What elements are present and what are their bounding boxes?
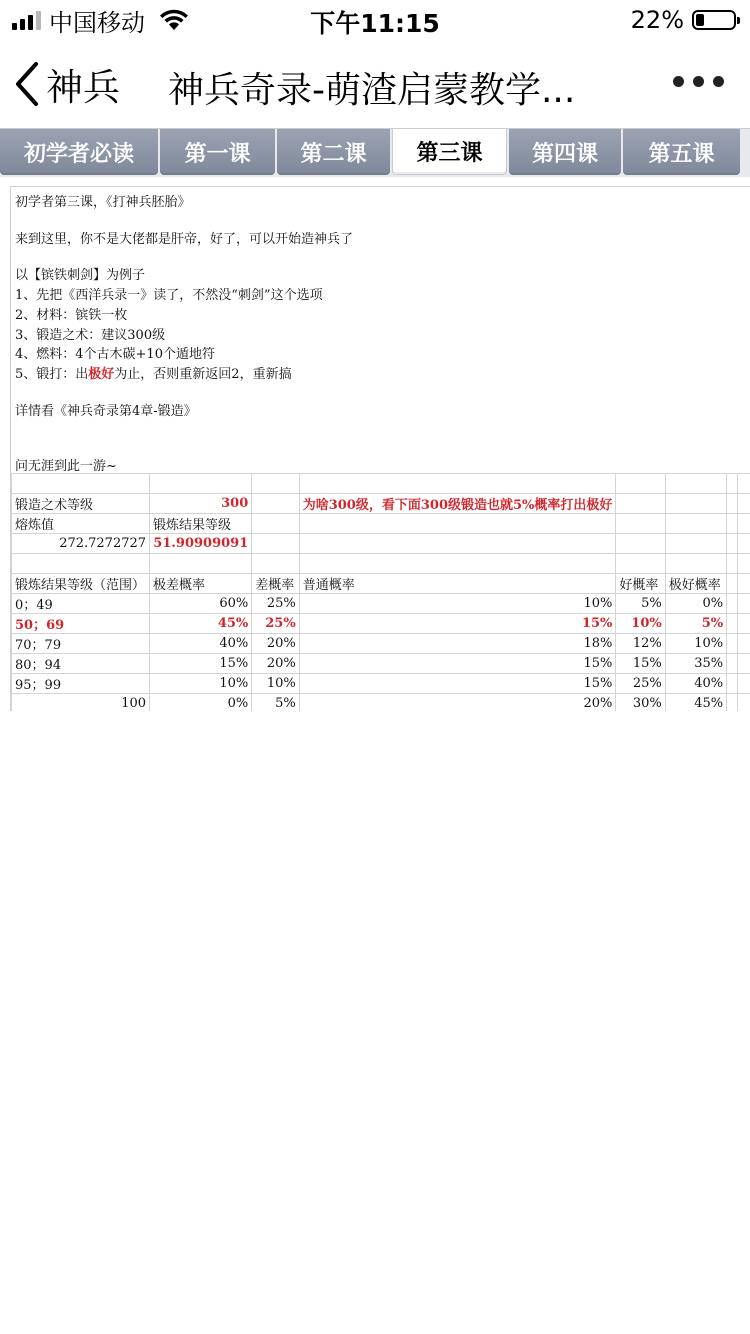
prob-cell: 40%: [665, 674, 726, 694]
table-header-row: [12, 574, 750, 594]
prob-cell: 20%: [252, 654, 299, 674]
step5-highlight: 极好: [88, 367, 115, 382]
battery-fill: [696, 14, 704, 26]
prob-cell: 10%: [665, 634, 726, 654]
prob-cell: 20%: [252, 634, 299, 654]
forge-level-value: 300: [150, 494, 252, 514]
forge-level-label: 锻造之术等级: [12, 494, 150, 514]
note-detail: 详情看《神兵奇录第4章-锻造》: [15, 404, 197, 419]
page-title: 神兵奇录-萌渣启蒙教学...: [168, 70, 576, 111]
prob-cell: 5%: [616, 594, 665, 614]
prob-cell: 35%: [665, 654, 726, 674]
range-cell: 50；69: [12, 614, 150, 634]
prob-cell: 10%: [150, 674, 252, 694]
prob-cell: 10%: [299, 594, 616, 614]
prob-cell: 15%: [299, 674, 616, 694]
tab-lesson-4[interactable]: [509, 129, 621, 175]
prob-cell: 0%: [150, 694, 252, 712]
lesson-notes: [11, 187, 750, 473]
column-header: 差概率: [252, 574, 299, 594]
prob-cell: 45%: [665, 694, 726, 712]
forge-table: [11, 473, 750, 711]
note-step-2: 2、材料：镔铁一枚: [15, 308, 128, 323]
table-row: [12, 654, 750, 674]
range-cell: 70；79: [12, 634, 150, 654]
column-header: 普通概率: [299, 574, 616, 594]
prob-cell: 30%: [616, 694, 665, 712]
prob-cell: 10%: [252, 674, 299, 694]
prob-cell: 15%: [616, 654, 665, 674]
step5-suffix: 为止，否则重新返回2，重新搞: [114, 367, 292, 382]
column-header: 极好概率: [665, 574, 726, 594]
note-title: 初学者第三课，《打神兵胚胎》: [15, 195, 191, 210]
prob-cell: 60%: [150, 594, 252, 614]
prob-cell: 15%: [150, 654, 252, 674]
tab-lesson-5[interactable]: [623, 129, 740, 175]
note-step-3: 3、锻造之术：建议300级: [15, 328, 166, 343]
note-step-1: 1、先把《西洋兵录一》读了，不然没“刺剑”这个选项: [15, 288, 323, 303]
status-time: 下午11:15: [310, 9, 440, 38]
note-step-5: [15, 363, 292, 382]
table-row: [12, 514, 750, 534]
smelt-value: 272.7272727: [12, 534, 150, 554]
column-header: 锻炼结果等级（范围）: [12, 574, 150, 594]
tab-label: 第二课: [300, 141, 367, 167]
tab-label: 初学者必读: [23, 141, 134, 167]
spreadsheet-view[interactable]: [10, 186, 750, 711]
result-level-value: 51.90909091: [150, 534, 252, 554]
table-row: [12, 594, 750, 614]
table-row: [12, 494, 750, 514]
back-button[interactable]: [12, 58, 120, 110]
range-cell: 0；49: [12, 594, 150, 614]
carrier-label: 中国移动: [49, 8, 145, 37]
step5-prefix: 5、锻打：出: [15, 367, 89, 382]
prob-cell: 40%: [150, 634, 252, 654]
prob-cell: 45%: [150, 614, 252, 634]
note-example: 以【镔铁刺剑】为例子: [15, 268, 146, 283]
back-label: 神兵: [46, 66, 120, 109]
prob-cell: 15%: [299, 614, 616, 634]
column-header: 极差概率: [150, 574, 252, 594]
table-row: [12, 694, 750, 712]
tab-label: 第五课: [648, 141, 715, 167]
nav-bar: [0, 40, 750, 128]
tab-beginner[interactable]: [0, 129, 158, 175]
prob-cell: 12%: [616, 634, 665, 654]
prob-cell: 0%: [665, 594, 726, 614]
prob-cell: 5%: [665, 614, 726, 634]
smelt-label: 熔炼值: [12, 514, 150, 534]
tab-lesson-2[interactable]: [277, 129, 390, 175]
prob-cell: 25%: [252, 594, 299, 614]
prob-cell: 15%: [299, 654, 616, 674]
table-row: [12, 474, 750, 494]
table-row: [12, 674, 750, 694]
note-step-4: 4、燃料：4个古木碳+10个遁地符: [15, 347, 215, 362]
battery-percent: 22%: [630, 6, 684, 34]
prob-cell: 5%: [252, 694, 299, 712]
tab-label: 第一课: [184, 141, 251, 167]
status-bar: [0, 0, 750, 40]
chevron-left-icon: [12, 60, 42, 108]
status-right: [631, 6, 736, 34]
battery-icon: [692, 10, 736, 30]
range-cell: 80；94: [12, 654, 150, 674]
tab-lesson-3[interactable]: [392, 129, 507, 175]
column-header: 好概率: [616, 574, 665, 594]
range-cell: 100: [12, 694, 150, 712]
forge-note: 为啥300级，看下面300级锻造也就5%概率打出极好: [299, 494, 616, 514]
tab-label: 第四课: [531, 141, 598, 167]
table-row: [12, 634, 750, 654]
lesson-tabs: [0, 128, 750, 177]
table-row: [12, 534, 750, 554]
note-intro: 来到这里，你不是大佬都是肝帝，好了，可以开始造神兵了: [15, 232, 354, 247]
prob-cell: 25%: [616, 674, 665, 694]
prob-cell: 18%: [299, 634, 616, 654]
range-cell: 95；99: [12, 674, 150, 694]
prob-cell: 10%: [616, 614, 665, 634]
prob-cell: 25%: [252, 614, 299, 634]
prob-cell: 20%: [299, 694, 616, 712]
tab-label: 第三课: [416, 141, 483, 166]
result-level-label: 锻炼结果等级: [150, 514, 252, 534]
table-row: [12, 554, 750, 574]
tab-lesson-1[interactable]: [160, 129, 275, 175]
more-dots-icon[interactable]: [673, 76, 724, 87]
table-row-highlighted: [12, 614, 750, 634]
note-outro: 问无涯到此一游~: [15, 459, 117, 474]
